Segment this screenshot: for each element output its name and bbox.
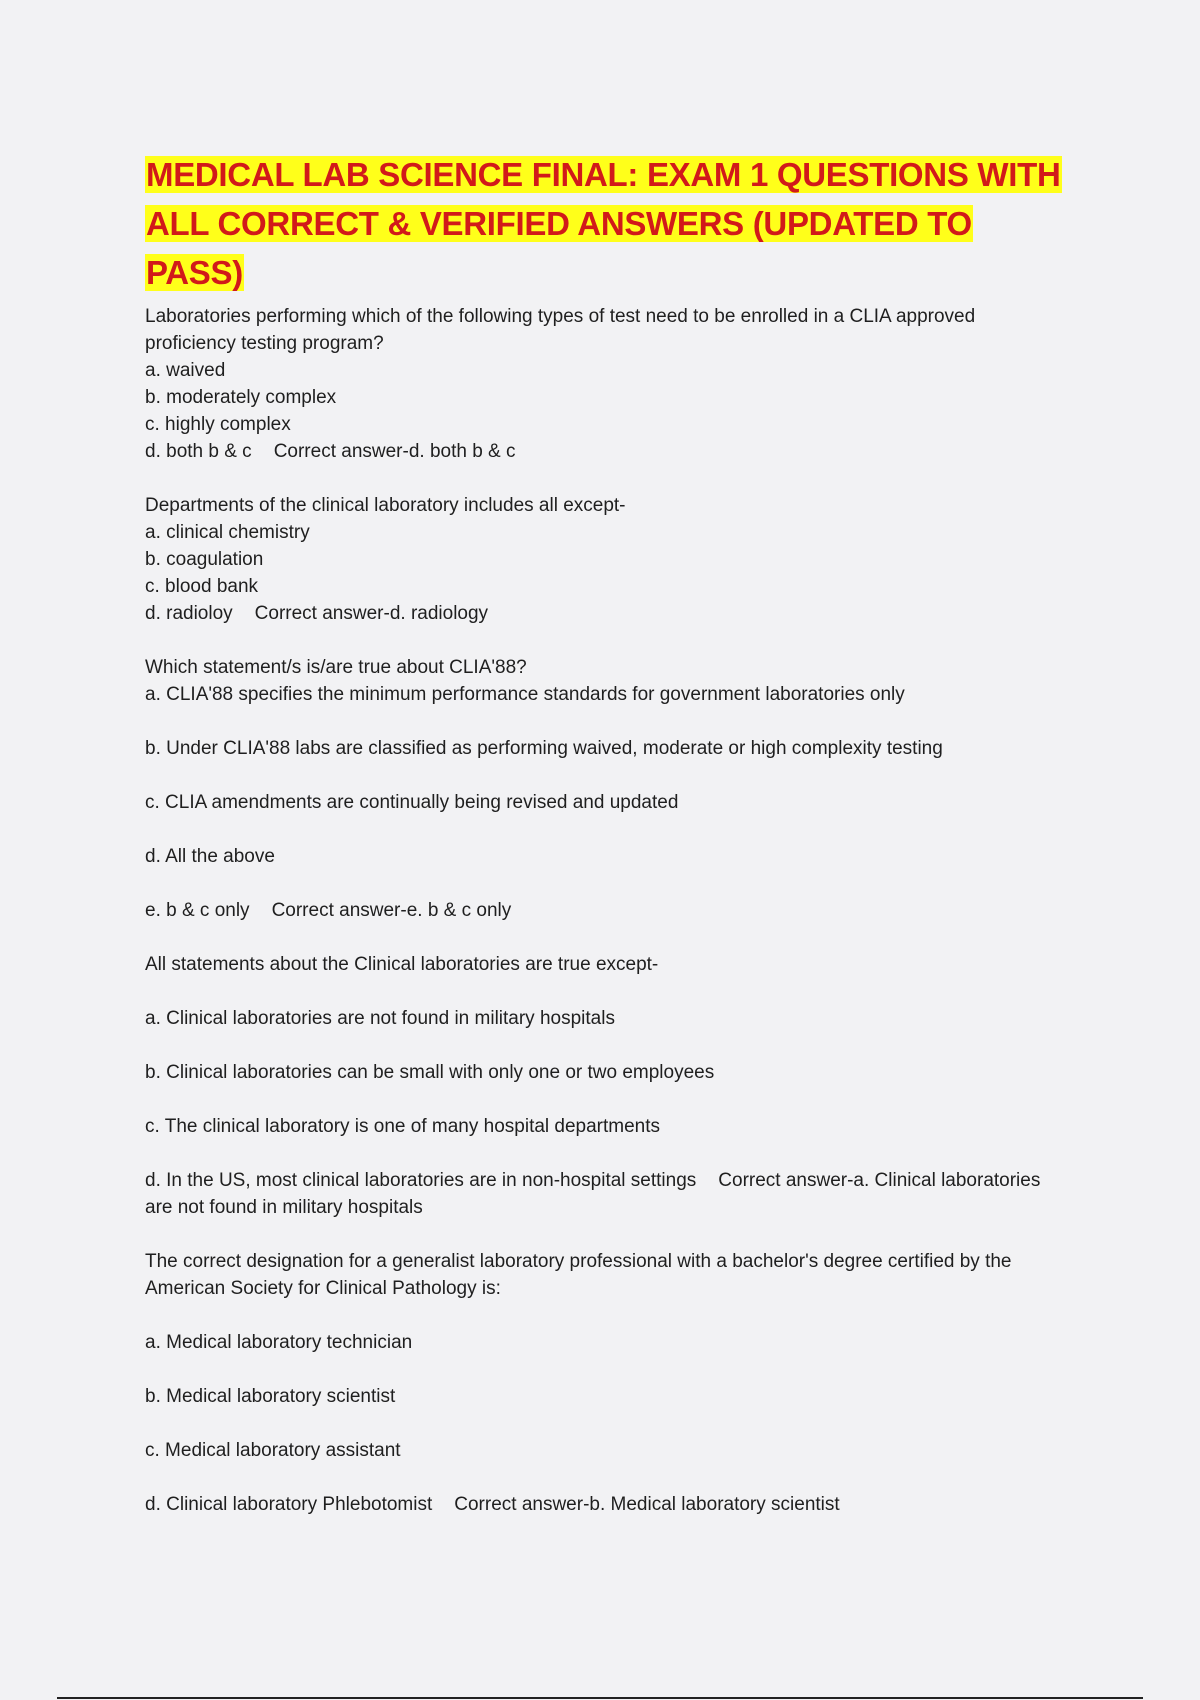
answer-option: b. Clinical laboratories can be small with only one or two employees	[145, 1062, 715, 1083]
answer-option: d. both b & c	[145, 441, 252, 462]
answer-option: b. Under CLIA'88 labs are classified as performing waived, moderate or high complexity testing	[145, 738, 943, 759]
question-5	[145, 1248, 1065, 1518]
correct-answer: Correct answer-d. radiology	[254, 603, 489, 624]
answer-option: a. Clinical laboratories are not found in military hospitals	[145, 1008, 615, 1029]
question-stem: All statements about the Clinical laboratories are true except-	[145, 954, 659, 975]
answer-option: e. b & c only	[145, 900, 250, 921]
question-1	[145, 303, 1065, 465]
question-2	[145, 492, 1065, 627]
answer-option: c. CLIA amendments are continually being revised and updated	[145, 792, 679, 813]
correct-answer: Correct answer-b. Medical laboratory scientist	[454, 1494, 840, 1515]
answer-option: d. radioloy	[145, 603, 233, 624]
question-4	[145, 951, 1065, 1221]
answer-option: d. Clinical laboratory Phlebotomist	[145, 1494, 433, 1515]
answer-option: d. All the above	[145, 846, 275, 867]
question-stem: Which statement/s is/are true about CLIA'88?	[145, 657, 527, 678]
footer-divider	[57, 1697, 1143, 1699]
document-page	[145, 150, 1065, 1518]
question-stem: Laboratories performing which of the following types of test need to be enrolled in a CLIA approved proficiency testing program?	[145, 306, 981, 354]
question-stem: Departments of the clinical laboratory includes all except-	[145, 495, 626, 516]
correct-answer: Correct answer-e. b & c only	[271, 900, 512, 921]
answer-option: a. CLIA'88 specifies the minimum performance standards for government laboratories only	[145, 684, 905, 705]
answer-option: c. blood bank	[145, 576, 259, 597]
question-stem: The correct designation for a generalist laboratory professional with a bachelor's degree certified by the American Society for Clinical Pathology is:	[145, 1251, 1016, 1299]
answer-option: c. Medical laboratory assistant	[145, 1440, 401, 1461]
answer-option: b. Medical laboratory scientist	[145, 1386, 396, 1407]
answer-option: c. The clinical laboratory is one of many hospital departments	[145, 1116, 661, 1137]
answer-option: b. coagulation	[145, 549, 264, 570]
correct-answer: Correct answer-a. Clinical laboratories are not found in military hospitals	[145, 1170, 1046, 1218]
answer-option: d. In the US, most clinical laboratories are in non-hospital settings	[145, 1170, 697, 1191]
answer-option: b. moderately complex	[145, 387, 337, 408]
answer-option: a. waived	[145, 360, 226, 381]
answer-option: a. clinical chemistry	[145, 522, 310, 543]
document-title: MEDICAL LAB SCIENCE FINAL: EXAM 1 QUESTIONS WITH ALL CORRECT & VERIFIED ANSWERS (UPDATED TO PASS)	[146, 156, 1061, 291]
question-3	[145, 654, 1065, 924]
answer-option: c. highly complex	[145, 414, 291, 435]
answer-option: a. Medical laboratory technician	[145, 1332, 413, 1353]
correct-answer: Correct answer-d. both b & c	[273, 441, 516, 462]
